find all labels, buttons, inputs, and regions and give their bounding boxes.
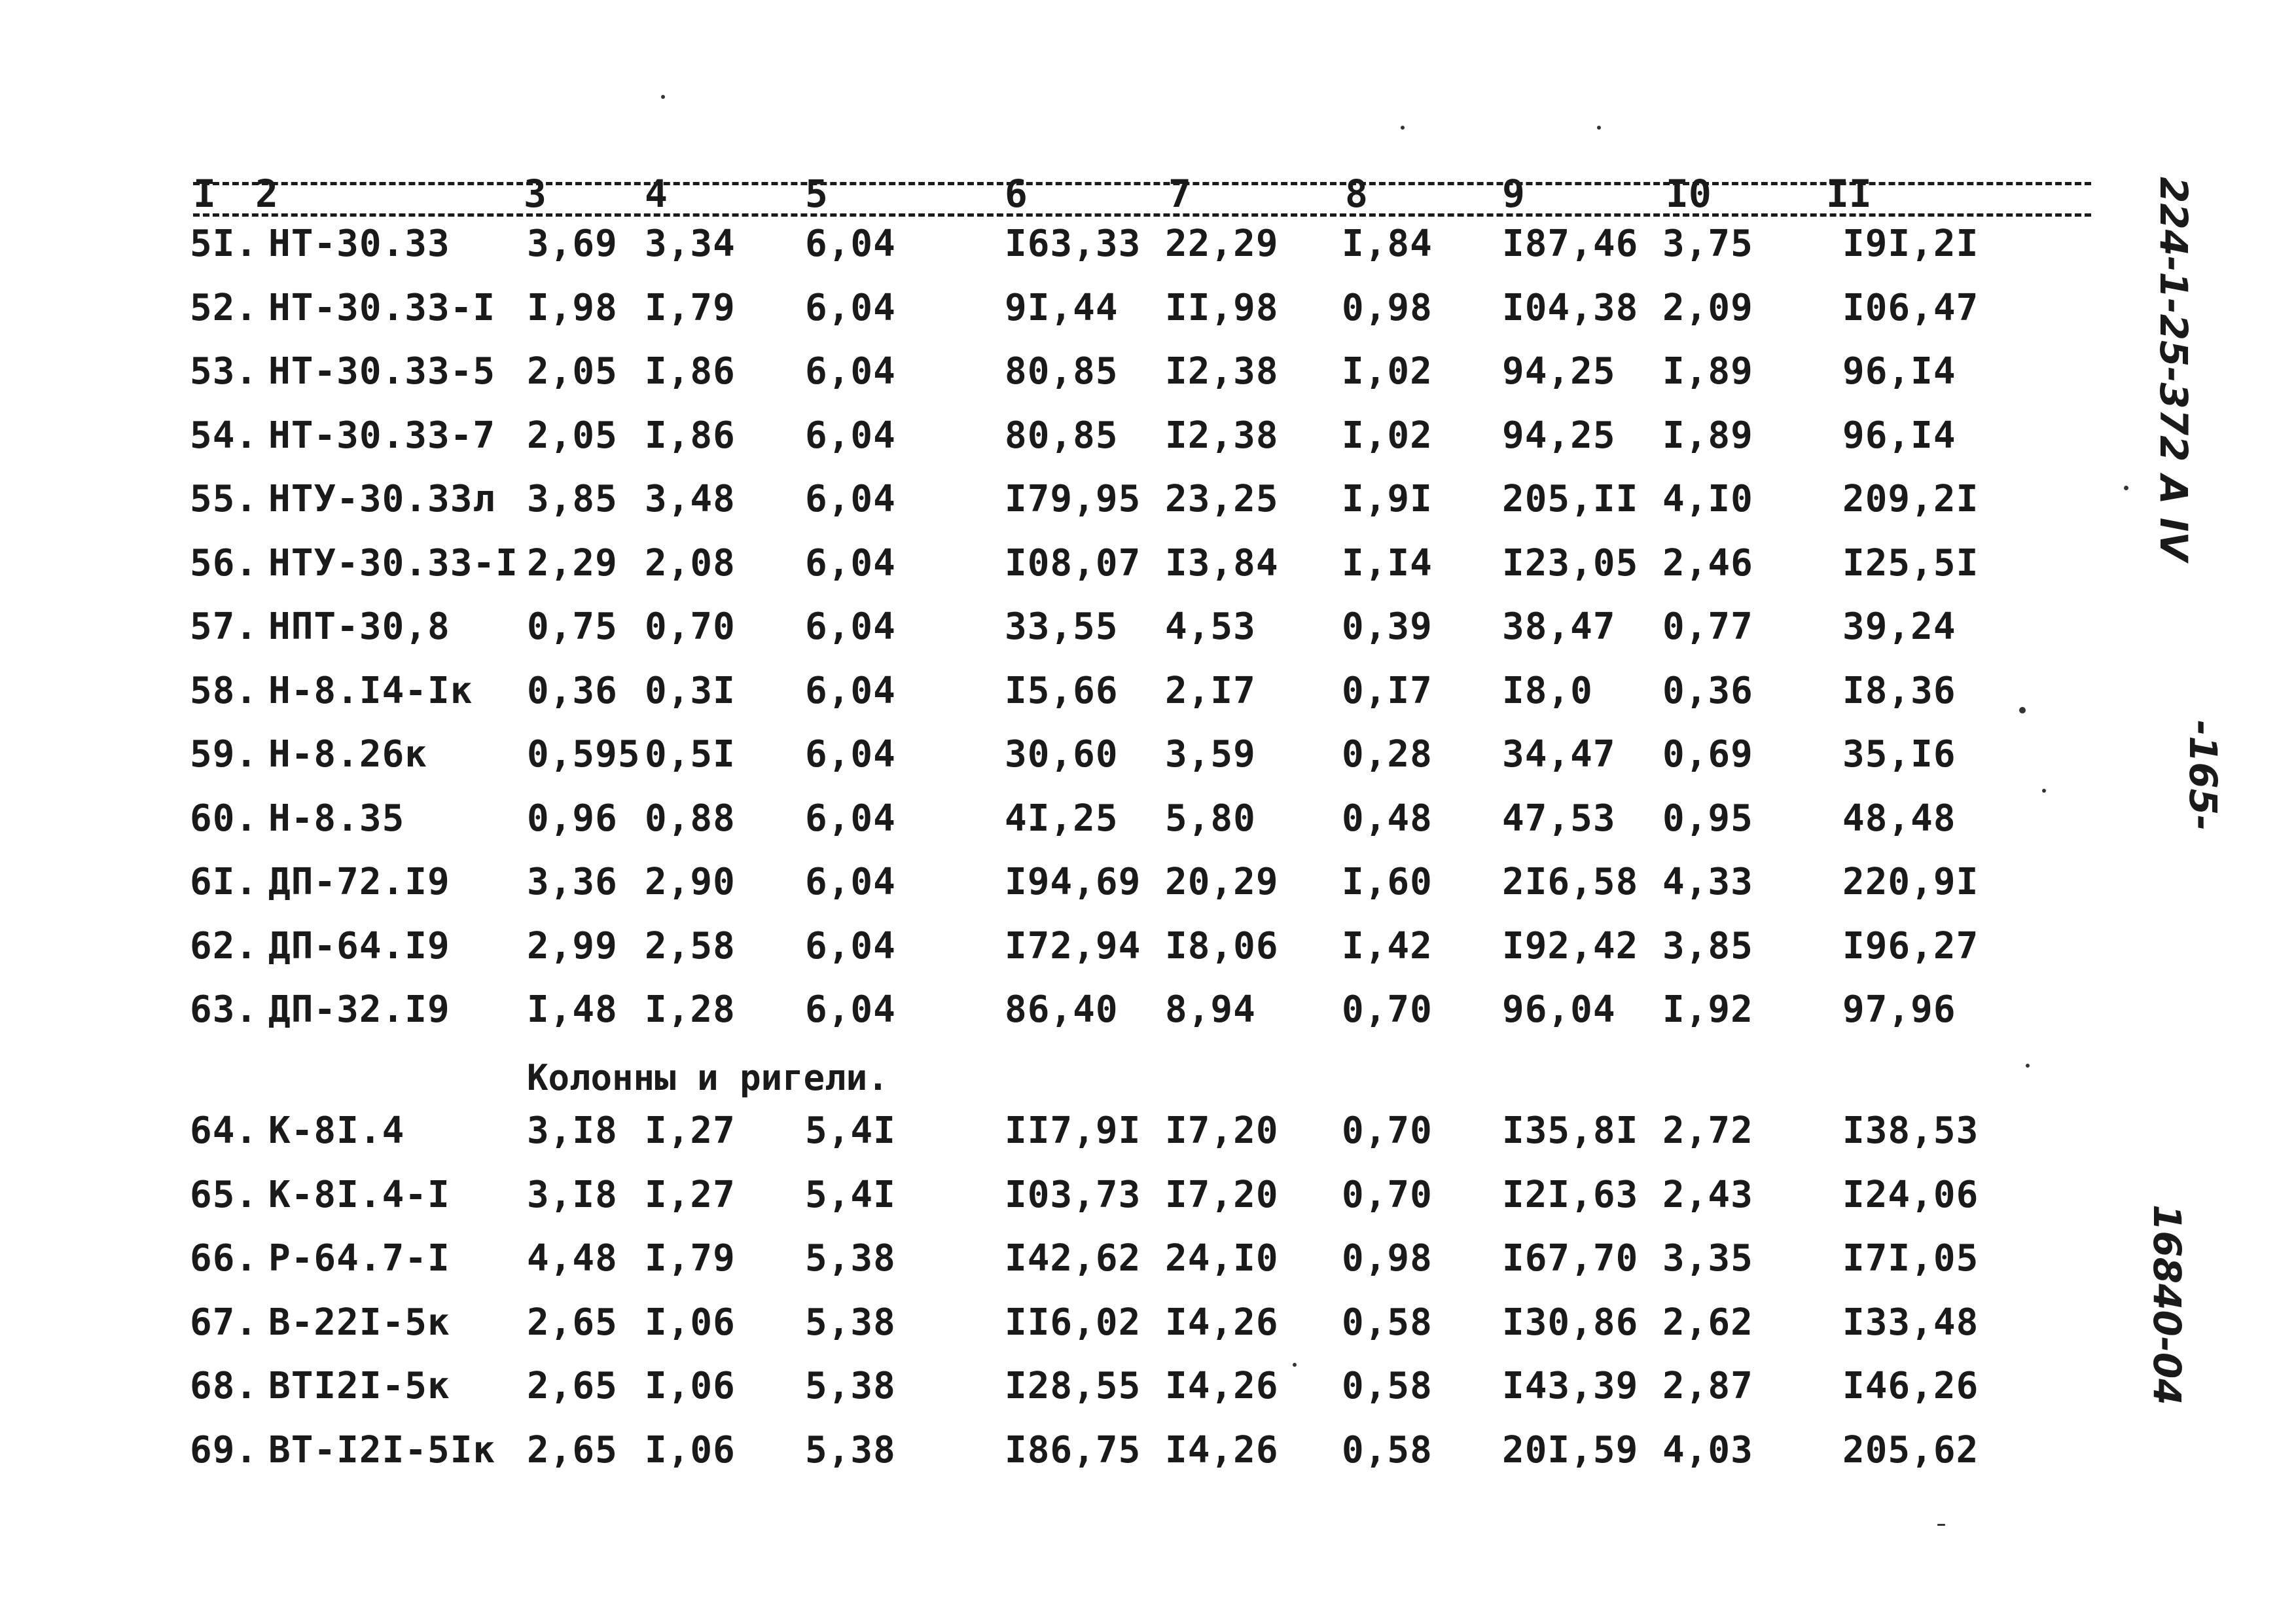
table-row [0, 223, 2160, 281]
cell-c7: 8,94 [1165, 988, 1256, 1031]
cell-c8: I,84 [1342, 223, 1433, 265]
cell-c9: I67,70 [1502, 1237, 1639, 1280]
cell-c7: I7,20 [1165, 1110, 1279, 1152]
cell-c7: II,98 [1165, 286, 1279, 329]
cell-c4: I,27 [645, 1173, 736, 1216]
cell-c10: 2,09 [1662, 286, 1753, 329]
cell-name: ВТI2I-5к [268, 1365, 450, 1407]
cell-c11: I25,5I [1842, 541, 1979, 585]
header-col-6: 6 [1005, 171, 1028, 216]
cell-c11: I38,53 [1842, 1110, 1979, 1152]
cell-c7: I4,26 [1165, 1301, 1279, 1344]
cell-c11: I46,26 [1842, 1365, 1979, 1407]
scan-speck [2042, 789, 2046, 793]
cell-c4: I,79 [645, 286, 736, 329]
cell-c3: 2,29 [527, 541, 618, 585]
header-col-4: 4 [645, 171, 668, 216]
cell-c5: 5,38 [805, 1301, 896, 1344]
cell-c5: 6,04 [805, 223, 896, 265]
cell-c11: 96,I4 [1842, 414, 1956, 457]
cell-c3: 3,85 [527, 478, 618, 520]
cell-c4: 0,70 [645, 605, 736, 648]
cell-n: 55. [190, 478, 259, 520]
scan-speck [1293, 1363, 1297, 1367]
cell-c5: 6,04 [805, 733, 896, 776]
cell-c4: 3,34 [645, 223, 736, 265]
cell-c8: 0,28 [1342, 733, 1433, 776]
cell-c6: I03,73 [1005, 1173, 1141, 1216]
cell-c5: 6,04 [805, 286, 896, 329]
cell-c9: 96,04 [1502, 988, 1616, 1031]
cell-name: Р-64.7-I [268, 1237, 450, 1280]
cell-c5: 6,04 [805, 924, 896, 967]
cell-c8: I,I4 [1342, 541, 1433, 585]
cell-c11: I7I,05 [1842, 1237, 1979, 1280]
cell-c10: 2,46 [1662, 541, 1753, 585]
cell-c10: I,92 [1662, 988, 1753, 1031]
cell-c9: I8,0 [1502, 669, 1593, 712]
cell-c7: 2,I7 [1165, 669, 1256, 712]
cell-c3: 3,I8 [527, 1110, 618, 1152]
cell-c11: I8,36 [1842, 669, 1956, 712]
cell-name: ДП-64.I9 [268, 924, 450, 967]
cell-name: Н-8.I4-Iк [268, 669, 473, 712]
cell-name: НТ-30.33-I [268, 286, 496, 329]
cell-c6: 30,60 [1005, 733, 1119, 776]
cell-c5: 6,04 [805, 797, 896, 840]
cell-c6: I5,66 [1005, 669, 1119, 712]
table-row [0, 925, 2160, 984]
cell-c11: I9I,2I [1842, 223, 1979, 265]
cell-c8: 0,I7 [1342, 669, 1433, 712]
cell-c9: I2I,63 [1502, 1173, 1639, 1216]
cell-c9: 20I,59 [1502, 1428, 1639, 1471]
cell-c4: I,28 [645, 988, 736, 1031]
header-col-3: 3 [524, 171, 547, 216]
cell-c6: I28,55 [1005, 1365, 1141, 1407]
cell-c4: 0,5I [645, 733, 736, 776]
cell-name: В-22I-5к [268, 1301, 450, 1344]
cell-c5: 6,04 [805, 414, 896, 457]
doc-code-annotation: 224-1-25-372 А IV [2151, 177, 2196, 562]
header-dash-line-top [193, 182, 2091, 185]
cell-c4: 0,3I [645, 669, 736, 712]
cell-c10: I,89 [1662, 414, 1753, 457]
cell-c8: 0,98 [1342, 1237, 1433, 1280]
cell-c9: I43,39 [1502, 1365, 1639, 1407]
cell-c11: I33,48 [1842, 1301, 1979, 1344]
cell-c5: 6,04 [805, 669, 896, 712]
cell-c4: I,27 [645, 1110, 736, 1152]
cell-c3: 3,I8 [527, 1173, 618, 1216]
scan-speck [661, 95, 665, 99]
cell-c4: 2,90 [645, 861, 736, 903]
cell-c3: 2,99 [527, 924, 618, 967]
cell-c8: I,02 [1342, 350, 1433, 393]
cell-c7: 20,29 [1165, 861, 1279, 903]
cell-name: НТУ-30.33л [268, 478, 496, 520]
cell-c3: I,98 [527, 286, 618, 329]
cell-c3: 2,05 [527, 350, 618, 393]
cell-c9: I87,46 [1502, 223, 1639, 265]
cell-c5: 6,04 [805, 988, 896, 1031]
header-col-2: 2 [255, 171, 278, 216]
cell-c6: I86,75 [1005, 1428, 1141, 1471]
cell-c9: 94,25 [1502, 350, 1616, 393]
cell-c6: 9I,44 [1005, 286, 1119, 329]
cell-c5: 5,38 [805, 1428, 896, 1471]
cell-c7: 24,I0 [1165, 1237, 1279, 1280]
header-col-8: 8 [1345, 171, 1368, 216]
cell-c7: I3,84 [1165, 541, 1279, 585]
cell-c6: I94,69 [1005, 861, 1141, 903]
header-col-10: I0 [1666, 171, 1712, 216]
cell-c3: 4,48 [527, 1237, 618, 1280]
cell-c11: I06,47 [1842, 286, 1979, 329]
cell-c8: I,9I [1342, 478, 1433, 520]
cell-c5: 5,38 [805, 1237, 896, 1280]
table-row [0, 797, 2160, 856]
cell-name: К-8I.4-I [268, 1173, 450, 1216]
cell-c5: 5,38 [805, 1365, 896, 1407]
cell-c8: 0,39 [1342, 605, 1433, 648]
cell-c6: II6,02 [1005, 1301, 1141, 1344]
cell-c3: 2,65 [527, 1301, 618, 1344]
cell-c8: 0,70 [1342, 988, 1433, 1031]
cell-c4: I,06 [645, 1301, 736, 1344]
cell-c8: 0,58 [1342, 1365, 1433, 1407]
cell-n: 60. [190, 797, 259, 840]
header-col-1: I [193, 171, 216, 216]
cell-c6: 86,40 [1005, 988, 1119, 1031]
cell-c8: 0,98 [1342, 286, 1433, 329]
scan-speck [1937, 1524, 1945, 1526]
cell-name: НТУ-30.33-I [268, 541, 518, 585]
cell-c4: I,86 [645, 350, 736, 393]
table-row [0, 287, 2160, 346]
cell-c4: I,86 [645, 414, 736, 457]
cell-c7: 4,53 [1165, 605, 1256, 648]
table-row [0, 1365, 2160, 1424]
cell-c6: I42,62 [1005, 1237, 1141, 1280]
cell-c5: 6,04 [805, 541, 896, 585]
cell-c3: 0,96 [527, 797, 618, 840]
scan-speck [2019, 707, 2026, 713]
cell-c9: 38,47 [1502, 605, 1616, 648]
header-col-7: 7 [1168, 171, 1191, 216]
cell-c11: 39,24 [1842, 605, 1956, 648]
cell-c7: 22,29 [1165, 223, 1279, 265]
cell-c6: 33,55 [1005, 605, 1119, 648]
cell-n: 58. [190, 669, 259, 712]
cell-c11: 205,62 [1842, 1428, 1979, 1471]
cell-c7: 23,25 [1165, 478, 1279, 520]
cell-c4: I,79 [645, 1237, 736, 1280]
cell-c8: I,42 [1342, 924, 1433, 967]
cell-c8: 0,70 [1342, 1173, 1433, 1216]
cell-name: НТ-30.33 [268, 223, 450, 265]
cell-c3: 0,36 [527, 669, 618, 712]
header-col-5: 5 [805, 171, 828, 216]
table-row [0, 542, 2160, 601]
header-dash-line-bottom [193, 213, 2091, 217]
cell-c3: 3,36 [527, 861, 618, 903]
cell-c10: 4,33 [1662, 861, 1753, 903]
cell-c7: I7,20 [1165, 1173, 1279, 1216]
cell-name: К-8I.4 [268, 1110, 405, 1152]
cell-c4: 0,88 [645, 797, 736, 840]
cell-c10: 2,72 [1662, 1110, 1753, 1152]
cell-c11: I96,27 [1842, 924, 1979, 967]
cell-name: НПТ-30,8 [268, 605, 450, 648]
cell-c9: I23,05 [1502, 541, 1639, 585]
table-row [0, 350, 2160, 409]
cell-c5: 6,04 [805, 605, 896, 648]
cell-c11: I24,06 [1842, 1173, 1979, 1216]
cell-c8: 0,48 [1342, 797, 1433, 840]
cell-c9: I30,86 [1502, 1301, 1639, 1344]
cell-c6: I79,95 [1005, 478, 1141, 520]
cell-c7: 3,59 [1165, 733, 1256, 776]
cell-c7: I4,26 [1165, 1428, 1279, 1471]
cell-c9: I04,38 [1502, 286, 1639, 329]
table-row [0, 414, 2160, 473]
cell-c9: I35,8I [1502, 1110, 1639, 1152]
cell-c5: 6,04 [805, 350, 896, 393]
cell-c10: 0,69 [1662, 733, 1753, 776]
header-col-11: II [1826, 171, 1872, 216]
cell-n: 65. [190, 1173, 259, 1216]
scan-speck [1597, 126, 1601, 130]
cell-c6: 80,85 [1005, 350, 1119, 393]
cell-n: 68. [190, 1365, 259, 1407]
cell-c4: 3,48 [645, 478, 736, 520]
cell-c5: 5,4I [805, 1173, 896, 1216]
cell-n: 66. [190, 1237, 259, 1280]
cell-c10: I,89 [1662, 350, 1753, 393]
cell-c8: 0,70 [1342, 1110, 1433, 1152]
cell-c9: 47,53 [1502, 797, 1616, 840]
cell-c11: 35,I6 [1842, 733, 1956, 776]
cell-name: ДП-32.I9 [268, 988, 450, 1031]
cell-c4: I,06 [645, 1428, 736, 1471]
cell-n: 57. [190, 605, 259, 648]
cell-c6: 80,85 [1005, 414, 1119, 457]
cell-c3: I,48 [527, 988, 618, 1031]
cell-c6: I08,07 [1005, 541, 1141, 585]
cell-c10: 0,77 [1662, 605, 1753, 648]
section-title: Колонны и ригели. [527, 1057, 889, 1098]
table-row [0, 605, 2160, 664]
cell-c10: 4,03 [1662, 1428, 1753, 1471]
cell-c9: 34,47 [1502, 733, 1616, 776]
cell-name: Н-8.26к [268, 733, 428, 776]
table-row [0, 1301, 2160, 1360]
cell-c9: 2I6,58 [1502, 861, 1639, 903]
cell-c7: 5,80 [1165, 797, 1256, 840]
cell-name: ДП-72.I9 [268, 861, 450, 903]
cell-c10: 2,62 [1662, 1301, 1753, 1344]
cell-c11: 209,2I [1842, 478, 1979, 520]
cell-c10: 4,I0 [1662, 478, 1753, 520]
cell-c8: 0,58 [1342, 1428, 1433, 1471]
cell-c6: II7,9I [1005, 1110, 1141, 1152]
cell-n: 63. [190, 988, 259, 1031]
cell-n: 54. [190, 414, 259, 457]
cell-c11: 48,48 [1842, 797, 1956, 840]
cell-c7: I2,38 [1165, 414, 1279, 457]
table-row [0, 861, 2160, 920]
cell-n: 6I. [190, 861, 259, 903]
cell-c9: I92,42 [1502, 924, 1639, 967]
cell-name: ВТ-I2I-5Iк [268, 1428, 496, 1471]
scan-speck [2026, 1064, 2030, 1068]
cell-n: 56. [190, 541, 259, 585]
scan-speck [2124, 486, 2128, 490]
cell-n: 59. [190, 733, 259, 776]
table-row [0, 670, 2160, 729]
scan-speck [1401, 126, 1405, 130]
cell-c10: 3,85 [1662, 924, 1753, 967]
cell-c9: 94,25 [1502, 414, 1616, 457]
page-number-annotation: -165- [2181, 720, 2225, 831]
cell-c5: 6,04 [805, 478, 896, 520]
cell-c10: 0,95 [1662, 797, 1753, 840]
cell-c7: I4,26 [1165, 1365, 1279, 1407]
cell-c3: 2,05 [527, 414, 618, 457]
cell-c4: 2,08 [645, 541, 736, 585]
cell-c4: 2,58 [645, 924, 736, 967]
cell-c7: I2,38 [1165, 350, 1279, 393]
cell-c9: 205,II [1502, 478, 1639, 520]
cell-c11: 96,I4 [1842, 350, 1956, 393]
table-row [0, 1429, 2160, 1488]
table-row [0, 478, 2160, 537]
cell-c10: 2,43 [1662, 1173, 1753, 1216]
cell-c3: 2,65 [527, 1365, 618, 1407]
cell-c7: I8,06 [1165, 924, 1279, 967]
cell-name: НТ-30.33-5 [268, 350, 496, 393]
table-row [0, 733, 2160, 792]
cell-n: 5I. [190, 223, 259, 265]
cell-c3: 2,65 [527, 1428, 618, 1471]
cell-c10: 3,35 [1662, 1237, 1753, 1280]
cell-name: НТ-30.33-7 [268, 414, 496, 457]
cell-c6: 4I,25 [1005, 797, 1119, 840]
cell-n: 53. [190, 350, 259, 393]
cell-name: Н-8.35 [268, 797, 405, 840]
cell-c3: 3,69 [527, 223, 618, 265]
cell-n: 69. [190, 1428, 259, 1471]
table-row [0, 1237, 2160, 1296]
cell-c6: I72,94 [1005, 924, 1141, 967]
cell-c3: 0,595 [527, 733, 641, 776]
cell-c4: I,06 [645, 1365, 736, 1407]
cell-n: 62. [190, 924, 259, 967]
cell-c11: 97,96 [1842, 988, 1956, 1031]
cell-c5: 5,4I [805, 1110, 896, 1152]
table-row [0, 988, 2160, 1047]
cell-c5: 6,04 [805, 861, 896, 903]
table-row [0, 1174, 2160, 1233]
cell-c11: 220,9I [1842, 861, 1979, 903]
cell-c8: I,02 [1342, 414, 1433, 457]
cell-c10: 3,75 [1662, 223, 1753, 265]
cell-c10: 0,36 [1662, 669, 1753, 712]
cell-n: 67. [190, 1301, 259, 1344]
cell-c6: I63,33 [1005, 223, 1141, 265]
cell-c8: 0,58 [1342, 1301, 1433, 1344]
table-row [0, 1110, 2160, 1168]
cell-c10: 2,87 [1662, 1365, 1753, 1407]
archive-number-annotation: 16840-04 [2145, 1204, 2189, 1405]
cell-c3: 0,75 [527, 605, 618, 648]
cell-c8: I,60 [1342, 861, 1433, 903]
header-col-9: 9 [1502, 171, 1525, 216]
cell-n: 64. [190, 1110, 259, 1152]
cell-n: 52. [190, 286, 259, 329]
